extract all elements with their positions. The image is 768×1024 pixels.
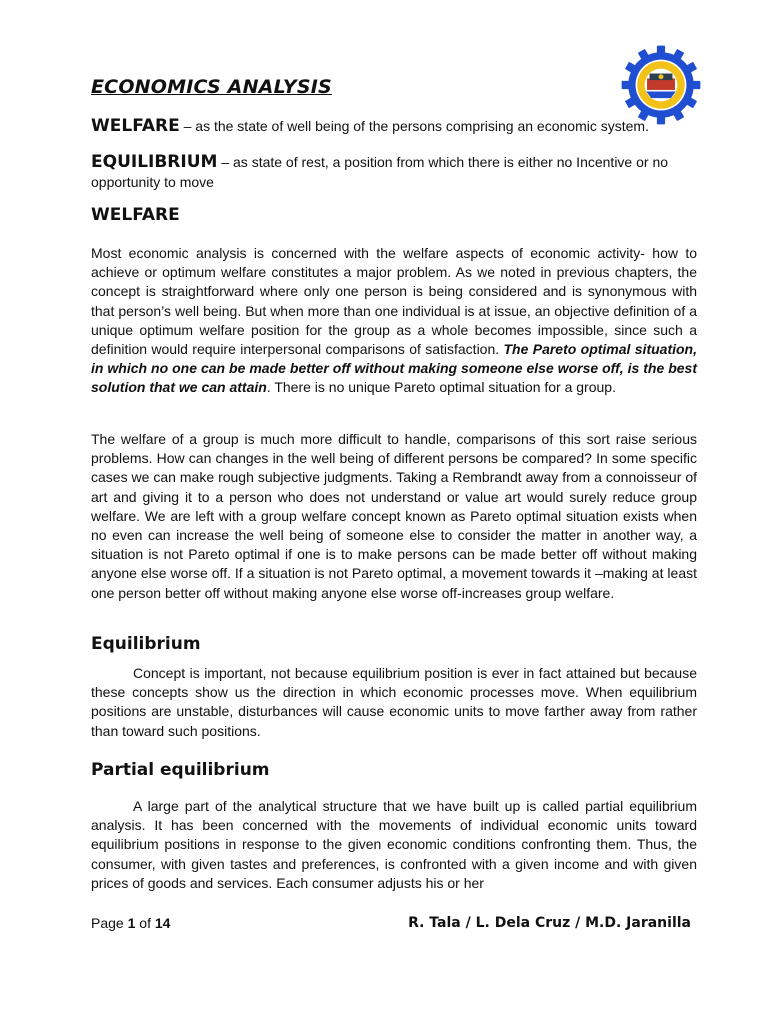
page-of: of	[135, 915, 155, 931]
definition-welfare	[91, 116, 697, 136]
section-heading-partial-equilibrium: Partial equilibrium	[91, 760, 270, 780]
document-title: ECONOMICS ANALYSIS	[91, 76, 332, 98]
footer-authors: R. Tala / L. Dela Cruz / M.D. Jaranilla	[408, 915, 691, 931]
page-number	[91, 915, 170, 931]
page-total: 14	[154, 915, 171, 931]
section-heading-equilibrium: Equilibrium	[91, 634, 201, 654]
definition-equilibrium	[91, 152, 697, 192]
definition-term: EQUILIBRIUM	[91, 152, 218, 172]
paragraph-text: Most economic analysis is concerned with the welfare aspects of economic activity- how to achieve or optimum welfare constitutes a major problem. As we noted in previous chapters, the concept is straightforward where only one person is being considered and is synonymous with that person’s well being. But when more than one individual is at issue, an objective definition of a unique optimum welfare position for the group as a whole becomes impossible, since such a definition would require interpersonal comparisons of satisfaction.	[91, 245, 697, 358]
page-current: 1	[127, 915, 136, 931]
paragraph-text: . There is no unique Pareto optimal situation for a group.	[266, 379, 616, 396]
equilibrium-paragraph: Concept is important, not because equilibrium position is ever in fact attained but because these concepts show us the direction in which economic processes move. When equilibrium positions are unstable, disturbances will cause economic units to move farther away from rather than toward such positions.	[91, 665, 697, 739]
university-seal-icon	[620, 44, 702, 126]
page-prefix: Page	[91, 915, 128, 931]
definition-term: WELFARE	[91, 116, 180, 136]
welfare-paragraph-2: The welfare of a group is much more difficult to handle, comparisons of this sort raise serious problems. How can changes in the well being of different persons be compared? In some specific cases we can make rough subjective judgments. Taking a Rembrandt away from a connoisseur of art and giving it to a person who does not understand or value art would surely reduce group welfare. We are left with a group welfare concept known as Pareto optimal situation exists when no even can increase the well being of someone else to consider the matter in another way, a situation is not Pareto optimal if one is to make persons can be made better off without making anyone else worse off. If a situation is not Pareto optimal, a movement towards it –making at least one person better off without making anyone else worse off-increases group welfare.	[91, 431, 697, 601]
section-heading-welfare: WELFARE	[91, 205, 180, 225]
definition-text: – as state of rest, a position from which there is either no Incentive or no opportunity to move	[91, 154, 669, 190]
pareto-emphasis: The Pareto optimal situation, in which no one can be made better off without making someone else worse off, is the best solution that we can attain	[91, 341, 697, 396]
definition-text: – as the state of well being of the persons comprising an economic system.	[179, 118, 649, 134]
welfare-paragraph-1	[91, 244, 697, 398]
partial-equilibrium-paragraph: A large part of the analytical structure that we have built up is called partial equilibrium analysis. It has been concerned with the movements of individual economic units toward equilibrium positions in response to the given economic conditions confronting them. Thus, the consumer, with given tastes and preferences, is confronted with a given income and with given prices of goods and services. Each consumer adjusts his or her	[91, 798, 697, 891]
